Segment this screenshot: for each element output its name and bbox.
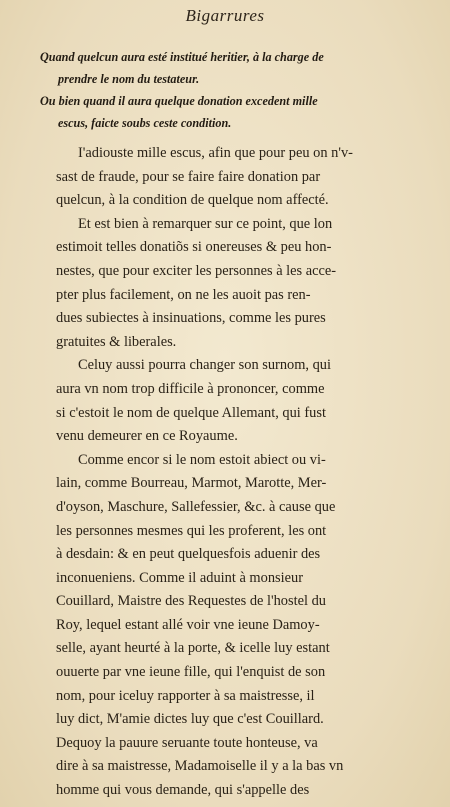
text-line: Comme encor si le nom estoit abiect ou vi- — [78, 451, 326, 468]
text-line: Roy, lequel estant allé voir vne ieune Damoy- — [56, 616, 320, 633]
text-line: d'oyson, Maschure, Sallefessier, &c. à cause que — [56, 498, 336, 515]
text-line: aura vn nom trop difficile à prononcer, comme — [56, 380, 325, 397]
text-line: Celuy aussi pourra changer son surnom, qui — [78, 357, 331, 374]
text-line: venu demeurer en ce Royaume. — [56, 428, 238, 445]
heading-line: Quand quelcun aura esté institué heritier, à la charge de — [40, 50, 324, 64]
text-line: homme qui vous demande, qui s'appelle des — [56, 782, 310, 799]
text-line: Couillard, Maistre des Requestes de l'hostel du — [56, 593, 326, 610]
heading-line: escus, faicte soubs ceste condition. — [58, 116, 232, 130]
text-line: selle, ayant heurté à la porte, & icelle luy estant — [56, 640, 330, 657]
text-line: ouuerte par vne ieune fille, qui l'enquist de son — [56, 664, 326, 681]
text-line: dues subiectes à insinuations, comme les pures — [56, 310, 326, 327]
heading-line: prendre le nom du testateur. — [58, 72, 200, 86]
text-line: Dequoy la pauure seruante toute honteuse, va — [56, 734, 318, 751]
text-line: si c'estoit le nom de quelque Allemant, qui fust — [56, 404, 326, 421]
text-line: dire à sa maistresse, Madamoiselle il y a la bas vn — [56, 758, 344, 775]
text-line: I'adiouste mille escus, afin que pour peu on n'v- — [78, 145, 353, 161]
text-line: les personnes mesmes qui les proferent, les ont — [56, 522, 327, 539]
section-heading — [40, 46, 430, 134]
text-line: sast de fraude, pour se faire faire donation par — [56, 168, 321, 185]
text-line: lain, comme Bourreau, Marmot, Marotte, Mer- — [56, 475, 327, 492]
text-line: nestes, que pour exciter les personnes à les acce- — [56, 262, 337, 279]
text-line: à desdain: & en peut quelquesfois aduenir des — [56, 546, 321, 563]
text-line: gratuites & liberales. — [56, 333, 177, 350]
text-line: inconueniens. Comme il aduint à monsieur — [56, 569, 303, 586]
running-head: Bigarrures — [185, 6, 265, 25]
text-line: estimoit telles donatiõs si onereuses & peu hon- — [56, 239, 332, 256]
text-line: quelcun, à la condition de quelque nom affecté. — [56, 192, 329, 209]
text-line: Et est bien à remarquer sur ce point, que lon — [78, 215, 333, 232]
body-text — [56, 142, 426, 803]
heading-line: Ou bien quand il aura quelque donation excedent mille — [40, 94, 318, 108]
text-line: nom, pour iceluy rapporter à sa maistresse, il — [56, 687, 315, 704]
text-line: pter plus facilement, on ne les auoit pas ren- — [56, 286, 311, 303]
text-line: luy dict, M'amie dictes luy que c'est Couillard. — [56, 711, 324, 728]
